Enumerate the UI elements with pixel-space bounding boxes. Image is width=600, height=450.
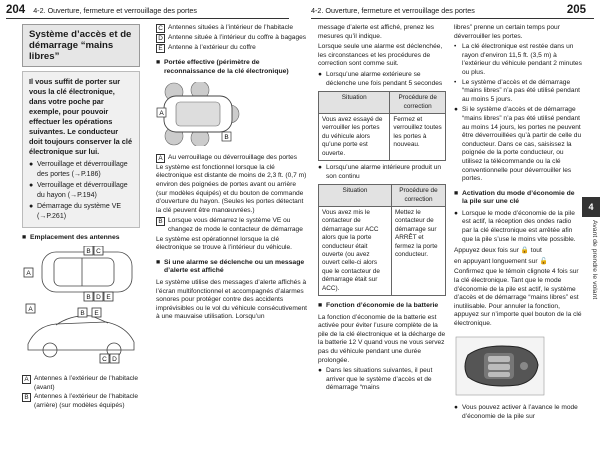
body-text: message d’alerte est affiché, prenez les mesures qu’il indique. [318,24,435,40]
column-1 [22,24,140,412]
table-header: Procédure de correction [390,92,446,114]
battery-heading: ■ Fonction d’économie de la batterie [318,302,439,310]
lock-icon: 🔒 [520,247,529,255]
table-row: Vous avez essayé de verrouiller les portes du véhicule alors qu’une porte est ouverte. Fermez et verrouillez toutes les portes à nouveau. [319,113,446,160]
table-header: Situation [319,185,392,207]
figure-label-a: A [26,269,31,277]
right-header-title: 4-2. Ouverture, fermeture et verrouillage des portes [311,6,475,15]
interior-alarm-table [318,184,446,296]
battery-save-heading: ■ Activation du mode d’économie de la pile sur une clé [454,189,575,206]
body-text: Lorsque seule une alarme est déclenchée, les circonstances et les procédures de correction sont comme suit. [318,43,443,68]
interior-alarm-bullet: ● Lorsqu’une alarme intérieure produit un son continu [318,164,442,180]
right-page-header [311,0,594,19]
key-fob-figure [454,335,546,397]
chapter-tab-label: Avant de prendre le volant [591,220,598,300]
list-item: • La clé électronique est restée dans un rayon d’environ 11,5 ft. (3,5 m) à l’extérieur du véhicule pendant 2 minutes ou plus. [454,43,582,76]
antenna-label: D Antenne située à l’intérieur du coffre à bagages [156,34,308,43]
list-item: • Le système d’accès et de démarrage “mains libres” n’a pas été utilisé pendant au moins 5 jours. [454,78,581,103]
battery-text: La fonction d’économie de la batterie est activée pour éviter l’usure complète de la pile de la clé électronique et la décharge de la batterie 12 V quand vous ne vous servez pas du véhicule pendant une durée prolongée. [318,313,446,364]
figure-label-d: D [112,355,117,363]
figure-label-b: B [224,134,229,142]
column-3 [318,24,446,393]
intro-text: Il vous suffit de porter sur vous la clé électronique, dans votre poche par exemple, pour pouvoir effectuer les opérations suivantes. Le conducteur doit toujours conserver la clé électronique sur lui. [29,77,133,156]
body-text: libres” prenne un certain temps pour déverrouiller les portes. [454,24,560,40]
instruction-line: Appuyez deux fois sur 🔒 tout [454,247,542,255]
circle-bullet: ● Lorsque le mode d’économie de la pile est actif, la réception des ondes radio par la clé électronique est arrêtée afin que la pile s’use le moins vite possible. [454,209,576,243]
range-text: Le système est opérationnel lorsque la clé électronique se trouve à l’intérieur du véhicule. [156,235,292,252]
figure-label-c: C [102,355,107,363]
range-figure [156,82,240,146]
exterior-alarm-bullet: ● Lorsqu’une alarme extérieure se déclenche une fois pendant 5 secondes [318,70,443,87]
antenna-label: C Antennes situées à l’intérieur de l’habitacle [156,24,308,33]
antennas-heading: ■ Emplacement des antennes [22,234,120,241]
figure-label-e: E [106,293,111,301]
exterior-alarm-table [318,91,446,161]
unlock-icon: 🔓 [539,257,548,265]
instruction-line: en appuyant longuement sur 🔓 [454,257,548,265]
left-page-number: 204 [6,4,26,16]
circle-bullet: ● Vous pouvez activer à l’avance le mode d’économie de la pile sur [454,404,578,420]
section-title: Système d’accès et de démarrage “mains libres” [22,24,140,67]
range-text: Le système est fonctionnel lorsque la clé électronique est distante de moins de 2,3 ft. (0,7 m) environ des poignées de portes avant ou arrière (sur modèles équipés) et du bouton de commande d’ouverture du hayon. (Seules les portes détectant la clé peuvent être manœuvrées.) [156,163,307,214]
chapter-tab: 4 [582,197,600,217]
table-row: Vous avez mis le contacteur de démarrage sur ACC alors que la porte conducteur était ouverte (ou avez ouvert celle-ci alors que le contacteur de démarrage était sur ACC). Mettez le contacteur de démarrage sur ARRÊT et fermez la porte conducteur. [319,207,446,296]
figure-label-d: D [96,293,101,301]
left-header-title: 4-2. Ouverture, fermeture et verrouillage des portes [33,6,197,15]
left-page-header [6,0,289,19]
intro-bullet: ● Verrouillage et déverrouillage du hayon (→P.194) [29,182,128,199]
antenna-label: E Antenne à l’extérieur du coffre [156,44,308,53]
figure-label-a: A [28,305,33,313]
figure-label-b: B [80,309,85,317]
intro-bullet: ● Démarrage du système VE (→P.261) [29,203,122,220]
antenna-location-figure [22,246,140,368]
range-label: A Au verrouillage ou déverrouillage des portes [156,154,308,163]
figure-label-a: A [159,110,164,118]
column-4 [454,24,582,421]
range-heading: ■ Portée effective (périmètre de reconnaissance de la clé électronique) [156,59,289,75]
table-header: Procédure de correction [391,185,445,207]
intro-bullet: ● Verrouillage et déverrouillage des portes (→P.186) [29,161,128,178]
table-header: Situation [319,92,390,114]
antenna-label: B Antennes à l’extérieur de l’habitacle (arrière) (sur modèles équipés) [22,393,140,410]
alarm-heading: ■ Si une alarme se déclenche ou un message d’alerte est affiché [156,258,305,275]
alarm-text: Le système utilise des messages d’alerte affichés à l’écran multifonctionnel et accompagnés d’alarmes sonores pour protéger contre des accidents imprévisibles ou le vol du véhicule consécutivement à une mauvaise utilisation. Lorsqu’un [156,278,307,321]
figure-label-b: B [86,293,91,301]
intro-box [22,71,140,228]
figure-label-e: E [94,309,99,317]
antenna-label: A Antennes à l’extérieur de l’habitacle (avant) [22,375,140,392]
column-2 [156,24,308,324]
right-page-number: 205 [566,4,586,16]
body-text: Confirmez que le témoin clignote 4 fois sur la clé électronique. Tant que le mode d’économie de la pile est actif, le système d’accès et de démarrage “mains libres” est inutilisable. Pour annuler la fonction, appuyez sur n’importe quel bouton de la clé électronique. [454,268,582,327]
battery-bullet: ● Dans les situations suivantes, il peut arriver que le système d’accès et de démarrage “mains [318,367,433,392]
circle-bullet: ● Si le système d’accès et de démarrage “mains libres” n’a pas été utilisé pendant au moins 14 jours, les portes ne peuvent être déverrouillées qu’à partir de celle du conducteur. Dans ce cas, saisissez la poignée de la porte conducteur, ou utilisez la télécommande ou la clé conventionnelle pour déverrouiller les portes. [454,106,582,183]
figure-label-b: B [86,247,91,255]
range-label: B Lorsque vous démarrez le système VE ou changez de mode le contacteur de démarrage [156,217,308,234]
figure-label-c: C [96,247,101,255]
